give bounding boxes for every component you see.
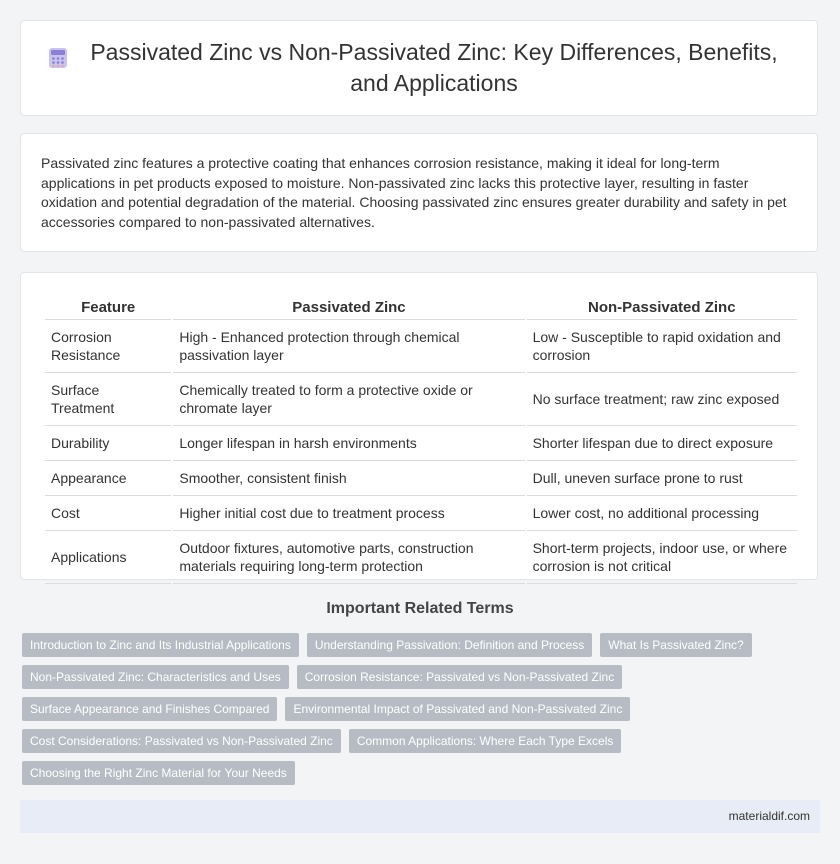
header-feature: Feature — [45, 295, 171, 320]
header-passivated: Passivated Zinc — [173, 295, 524, 320]
related-terms-list — [22, 633, 812, 785]
comparison-table-card — [20, 272, 818, 580]
passivated-cell: High - Enhanced protection through chemical passivation layer — [173, 320, 524, 373]
feature-cell: Cost — [45, 496, 171, 531]
related-term-tag[interactable]: Surface Appearance and Finishes Compared — [22, 697, 277, 721]
page-title: Passivated Zinc vs Non-Passivated Zinc: Key Differences, Benefits, and Applications — [90, 39, 778, 96]
related-term-tag[interactable]: Non-Passivated Zinc: Characteristics and Uses — [22, 665, 289, 689]
feature-cell: Surface Treatment — [45, 373, 171, 426]
non-passivated-cell: Low - Susceptible to rapid oxidation and corrosion — [527, 320, 797, 373]
non-passivated-cell: Lower cost, no additional processing — [527, 496, 797, 531]
passivated-cell: Longer lifespan in harsh environments — [173, 426, 524, 461]
related-term-tag[interactable]: Environmental Impact of Passivated and Non-Passivated Zinc — [285, 697, 630, 721]
related-term-tag[interactable]: Corrosion Resistance: Passivated vs Non-Passivated Zinc — [297, 665, 622, 689]
non-passivated-cell: Shorter lifespan due to direct exposure — [527, 426, 797, 461]
header-non-passivated: Non-Passivated Zinc — [527, 295, 797, 320]
non-passivated-cell: Dull, uneven surface prone to rust — [527, 461, 797, 496]
related-term-tag[interactable]: Choosing the Right Zinc Material for Your Needs — [22, 761, 295, 785]
non-passivated-cell: Short-term projects, indoor use, or where corrosion is not critical — [527, 531, 797, 584]
intro-card — [20, 133, 818, 252]
related-term-tag[interactable]: Introduction to Zinc and Its Industrial Applications — [22, 633, 299, 657]
footer-site-link[interactable]: materialdif.com — [728, 809, 810, 823]
table-row — [45, 461, 797, 496]
comparison-table — [43, 295, 799, 584]
passivated-cell: Smoother, consistent finish — [173, 461, 524, 496]
related-term-tag[interactable]: Common Applications: Where Each Type Excels — [349, 729, 622, 753]
related-terms-title: Important Related Terms — [326, 600, 514, 617]
feature-cell: Corrosion Resistance — [45, 320, 171, 373]
table-header-row — [45, 295, 797, 320]
feature-cell: Appearance — [45, 461, 171, 496]
footer — [20, 800, 820, 833]
table-row — [45, 531, 797, 584]
passivated-cell: Outdoor fixtures, automotive parts, construction materials requiring long-term protection — [173, 531, 524, 584]
table-row — [45, 496, 797, 531]
table-row — [45, 320, 797, 373]
related-term-tag[interactable]: Understanding Passivation: Definition and Process — [307, 633, 592, 657]
related-term-tag[interactable]: Cost Considerations: Passivated vs Non-Passivated Zinc — [22, 729, 341, 753]
passivated-cell: Higher initial cost due to treatment process — [173, 496, 524, 531]
feature-cell: Durability — [45, 426, 171, 461]
feature-cell: Applications — [45, 531, 171, 584]
intro-paragraph: Passivated zinc features a protective coating that enhances corrosion resistance, making it ideal for long-term applications in pet products exposed to moisture. Non-passivated zinc lacks this protective layer, resulting in faster oxidation and potential degradation of the material. Choosing passivated zinc ensures greater durability and safety in pet accessories compared to non-passivated alternatives. — [41, 155, 787, 230]
non-passivated-cell: No surface treatment; raw zinc exposed — [527, 373, 797, 426]
header-card — [20, 20, 818, 116]
related-term-tag[interactable]: What Is Passivated Zinc? — [600, 633, 751, 657]
passivated-cell: Chemically treated to form a protective oxide or chromate layer — [173, 373, 524, 426]
table-row — [45, 373, 797, 426]
table-row — [45, 426, 797, 461]
